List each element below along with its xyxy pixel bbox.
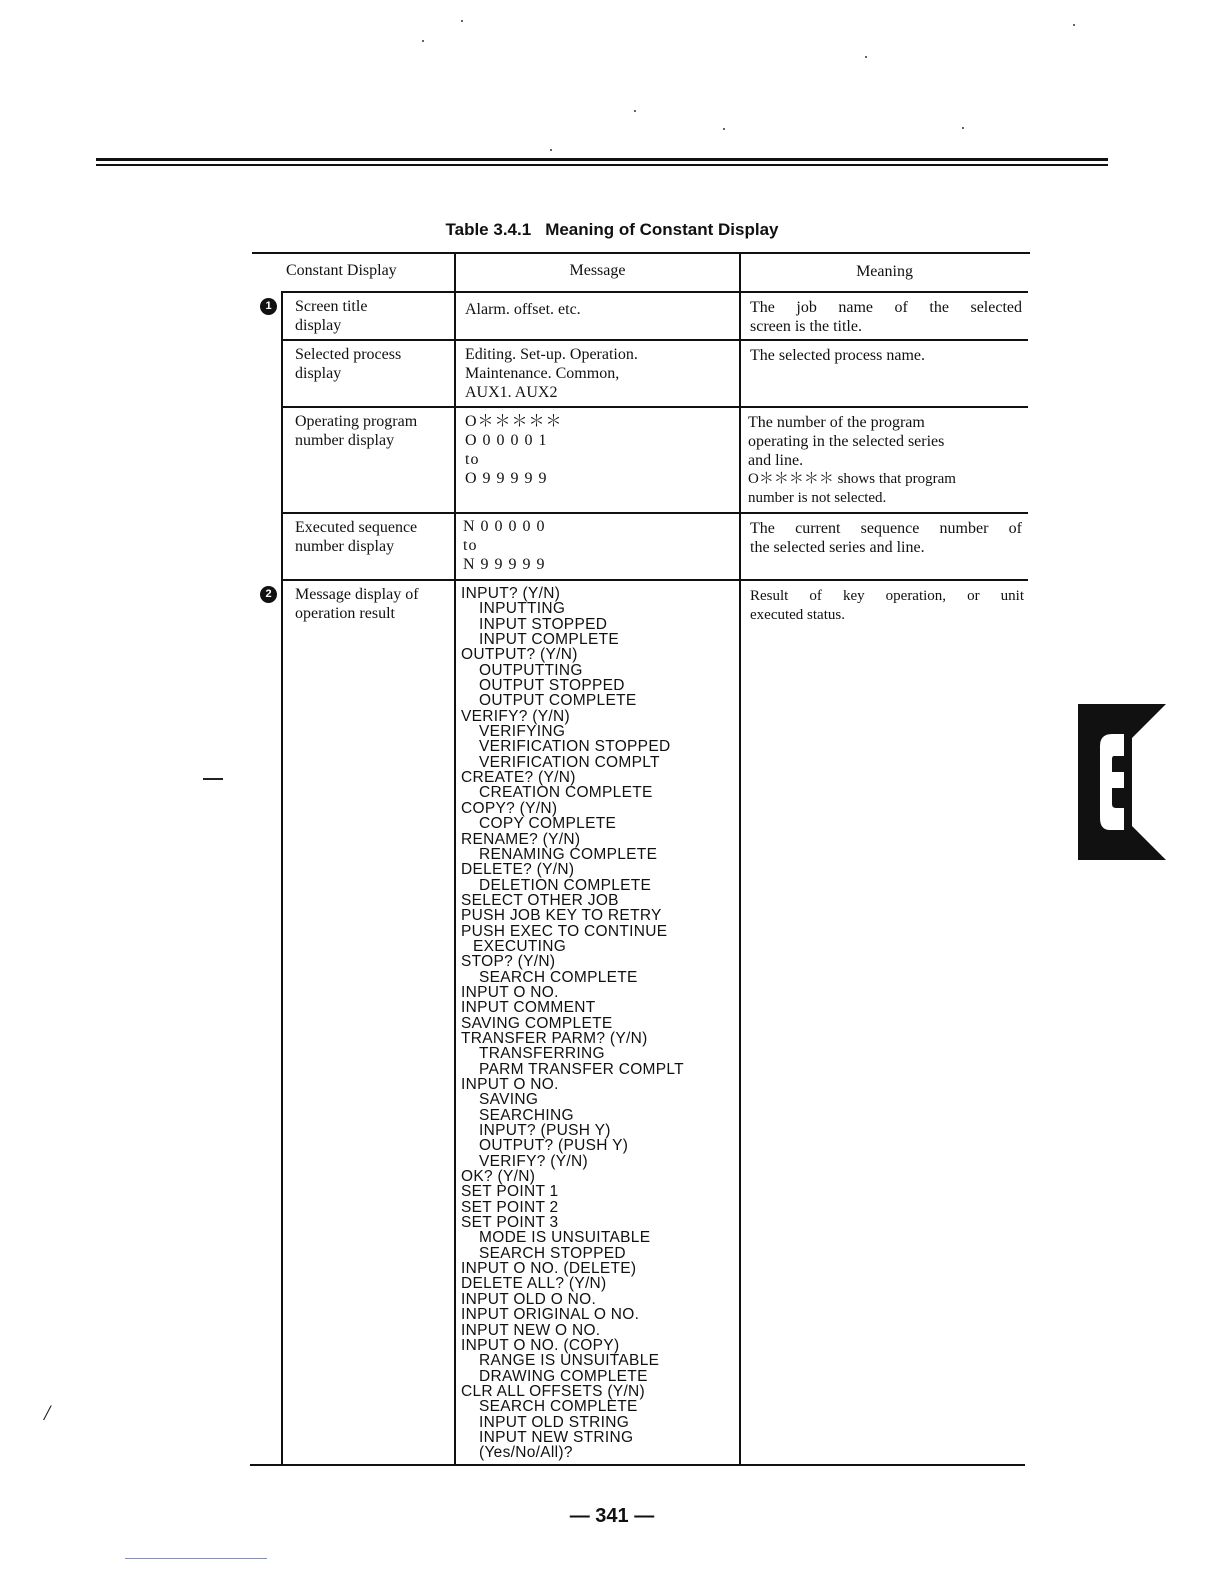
- display-line: Selected process: [295, 346, 402, 363]
- operation-message: OUTPUT? (Y/N): [461, 646, 578, 664]
- message-line: N 0 0 0 0 0: [463, 518, 546, 535]
- column-rule: [454, 252, 456, 1465]
- operation-message: RANGE IS UNSUITABLE: [479, 1352, 660, 1370]
- operation-message: INPUT O NO. (COPY): [461, 1336, 620, 1354]
- row-rule: [283, 406, 1028, 408]
- meaning-cell: [748, 413, 1024, 508]
- operation-message: SAVING: [479, 1091, 539, 1109]
- header-meaning: Meaning: [856, 263, 913, 280]
- scan-speck: [1073, 24, 1075, 26]
- operation-message: COPY? (Y/N): [461, 799, 558, 817]
- operation-result-message-list: [461, 586, 741, 1461]
- operation-message: VERIFYING: [479, 723, 566, 741]
- meaning-line: The job name of the selected: [750, 299, 1022, 316]
- meaning-cell: [750, 346, 1022, 365]
- operation-message: PARM TRANSFER COMPLT: [479, 1060, 684, 1078]
- message-line: AUX1. AUX2: [465, 384, 558, 401]
- message-line: to: [465, 451, 480, 468]
- header-rule-thin: [96, 164, 1108, 166]
- operation-message: DELETION COMPLETE: [479, 876, 652, 894]
- meaning-cell: [750, 587, 1024, 625]
- display-line: Executed sequence: [295, 519, 418, 536]
- meaning-line: The selected process name.: [750, 347, 926, 364]
- message-line: Editing. Set-up. Operation.: [465, 346, 638, 363]
- table-top-rule: [252, 252, 1030, 254]
- operation-message: INPUT COMMENT: [461, 999, 596, 1017]
- message-line: O 0 0 0 0 1: [465, 432, 548, 449]
- meaning-line: Result of key operation, or unit: [750, 588, 1024, 604]
- scan-speck: [865, 56, 867, 58]
- operation-message: CLR ALL OFFSETS (Y/N): [461, 1382, 646, 1400]
- operation-message: OUTPUTTING: [479, 661, 583, 679]
- row-operating-program-number-display: [295, 412, 453, 450]
- display-line: number display: [295, 538, 395, 555]
- meaning-line: and line.: [748, 452, 804, 469]
- operation-message: SET POINT 3: [461, 1214, 559, 1232]
- margin-mark: [203, 778, 223, 780]
- operation-message: OUTPUT? (PUSH Y): [479, 1137, 629, 1155]
- operation-message: INPUT ORIGINAL O NO.: [461, 1306, 640, 1324]
- display-line: number display: [295, 432, 395, 449]
- meaning-line: The number of the program: [748, 414, 925, 431]
- display-line: operation result: [295, 605, 395, 622]
- table-bottom-rule: [250, 1464, 1025, 1466]
- meaning-cell: [750, 519, 1022, 557]
- column-rule: [281, 291, 283, 1465]
- scan-speck: [962, 127, 964, 129]
- row-rule: [283, 579, 1028, 581]
- operation-message: INPUT O NO.: [461, 1076, 559, 1093]
- table-title: Meaning of Constant Display: [545, 220, 779, 239]
- message-cell: [465, 345, 735, 402]
- operation-message: DELETE ALL? (Y/N): [461, 1275, 607, 1293]
- meaning-cell: [750, 298, 1022, 336]
- table-caption: [0, 220, 1224, 240]
- operation-message: INPUT STOPPED: [479, 615, 608, 633]
- display-line: Message display of: [295, 586, 419, 603]
- meaning-line: executed status.: [750, 607, 845, 623]
- footer-rule: [125, 1558, 267, 1559]
- operation-message: CREATION COMPLETE: [479, 784, 653, 802]
- message-line: O＊＊＊＊＊: [465, 413, 563, 430]
- scan-speck: [634, 110, 636, 112]
- row-selected-process-display: [295, 345, 451, 383]
- row-executed-sequence-number-display: [295, 518, 451, 556]
- header-rule: [96, 158, 1108, 161]
- meaning-line: screen is the title.: [750, 318, 862, 335]
- operation-message: INPUT OLD O NO.: [461, 1290, 597, 1308]
- bullet-1: 1: [260, 298, 277, 315]
- scan-speck: [422, 40, 424, 42]
- operation-message: INPUT OLD STRING: [479, 1413, 630, 1431]
- message-line: to: [463, 537, 478, 554]
- operation-message: PUSH JOB KEY TO RETRY: [461, 907, 662, 925]
- operation-message: INPUT COMPLETE: [479, 631, 619, 649]
- operation-message: OUTPUT STOPPED: [479, 677, 625, 695]
- bullet-2: 2: [260, 586, 277, 603]
- operation-message: RENAME? (Y/N): [461, 830, 581, 848]
- operation-message: INPUTTING: [479, 600, 566, 618]
- header-constant-display: Constant Display: [286, 262, 397, 279]
- message-line: Maintenance. Common,: [465, 365, 620, 382]
- operation-message: OK? (Y/N): [461, 1168, 536, 1186]
- row-screen-title-display: [295, 297, 451, 335]
- operation-message: OUTPUT COMPLETE: [479, 692, 637, 710]
- operation-message: SEARCH STOPPED: [479, 1244, 626, 1262]
- operation-message: SET POINT 1: [461, 1183, 559, 1201]
- meaning-line: The current sequence number of: [750, 520, 1022, 537]
- operation-message: (Yes/No/All)?: [479, 1444, 573, 1462]
- meaning-line: the selected series and line.: [750, 539, 925, 556]
- scan-speck: [723, 128, 725, 130]
- operation-message: COPY COMPLETE: [479, 815, 617, 833]
- display-line: display: [295, 365, 342, 382]
- operation-message: INPUT? (Y/N): [461, 585, 561, 602]
- operation-message: TRANSFER PARM? (Y/N): [461, 1029, 648, 1047]
- operation-message: PUSH EXEC TO CONTINUE: [461, 922, 668, 940]
- message-cell: [463, 517, 733, 574]
- display-line: Operating program: [295, 413, 418, 430]
- page-number: — 341 —: [569, 1505, 655, 1527]
- operation-message: SEARCH COMPLETE: [479, 1398, 638, 1416]
- display-line: display: [295, 317, 342, 334]
- message-cell: [465, 300, 735, 319]
- display-line: Screen title: [295, 298, 368, 315]
- scan-speck: [550, 149, 552, 151]
- row-rule: [283, 339, 1028, 341]
- chapter-tab-marker: [1078, 704, 1168, 862]
- message-line: N 9 9 9 9 9: [463, 556, 546, 573]
- operation-message: SEARCH COMPLETE: [479, 968, 638, 986]
- header-bottom-rule: [283, 291, 1028, 293]
- margin-slash-mark: /: [44, 1400, 51, 1425]
- operation-message: MODE IS UNSUITABLE: [479, 1229, 651, 1247]
- operation-message: SEARCHING: [479, 1106, 574, 1124]
- scan-speck: [461, 20, 463, 22]
- operation-message: SET POINT 2: [461, 1198, 559, 1216]
- message-line: Alarm. offset. etc.: [465, 301, 581, 318]
- meaning-line: operating in the selected series: [748, 433, 945, 450]
- operation-message: VERIFY? (Y/N): [461, 707, 570, 725]
- operation-message: VERIFICATION COMPLT: [479, 753, 660, 771]
- operation-message: INPUT O NO. (DELETE): [461, 1260, 637, 1278]
- message-cell: [465, 412, 735, 488]
- operation-message: INPUT O NO.: [461, 983, 559, 1001]
- operation-message: DRAWING COMPLETE: [479, 1367, 648, 1385]
- operation-message: EXECUTING: [473, 937, 567, 955]
- operation-message: TRANSFERRING: [479, 1045, 605, 1063]
- header-message: Message: [569, 262, 626, 279]
- operation-message: STOP? (Y/N): [461, 953, 556, 971]
- operation-message: DELETE? (Y/N): [461, 861, 575, 879]
- operation-message: INPUT NEW STRING: [479, 1428, 634, 1446]
- operation-message: CREATE? (Y/N): [461, 769, 576, 787]
- operation-message: RENAMING COMPLETE: [479, 845, 658, 863]
- operation-message: SAVING COMPLETE: [461, 1014, 613, 1032]
- meaning-line: O＊＊＊＊＊ shows that program: [748, 471, 956, 487]
- operation-message: INPUT? (PUSH Y): [479, 1122, 611, 1140]
- message-line: O 9 9 9 9 9: [465, 470, 548, 487]
- table-number: Table 3.4.1: [445, 220, 532, 239]
- operation-message: VERIFY? (Y/N): [479, 1152, 588, 1170]
- constant-display-table: [250, 252, 1030, 1467]
- row-rule: [283, 512, 1028, 514]
- meaning-line: number is not selected.: [748, 490, 887, 506]
- operation-message: SELECT OTHER JOB: [461, 891, 619, 909]
- row-message-display-of-operation-result: [295, 585, 451, 623]
- operation-message: INPUT NEW O NO.: [461, 1321, 601, 1339]
- operation-message: VERIFICATION STOPPED: [479, 738, 671, 756]
